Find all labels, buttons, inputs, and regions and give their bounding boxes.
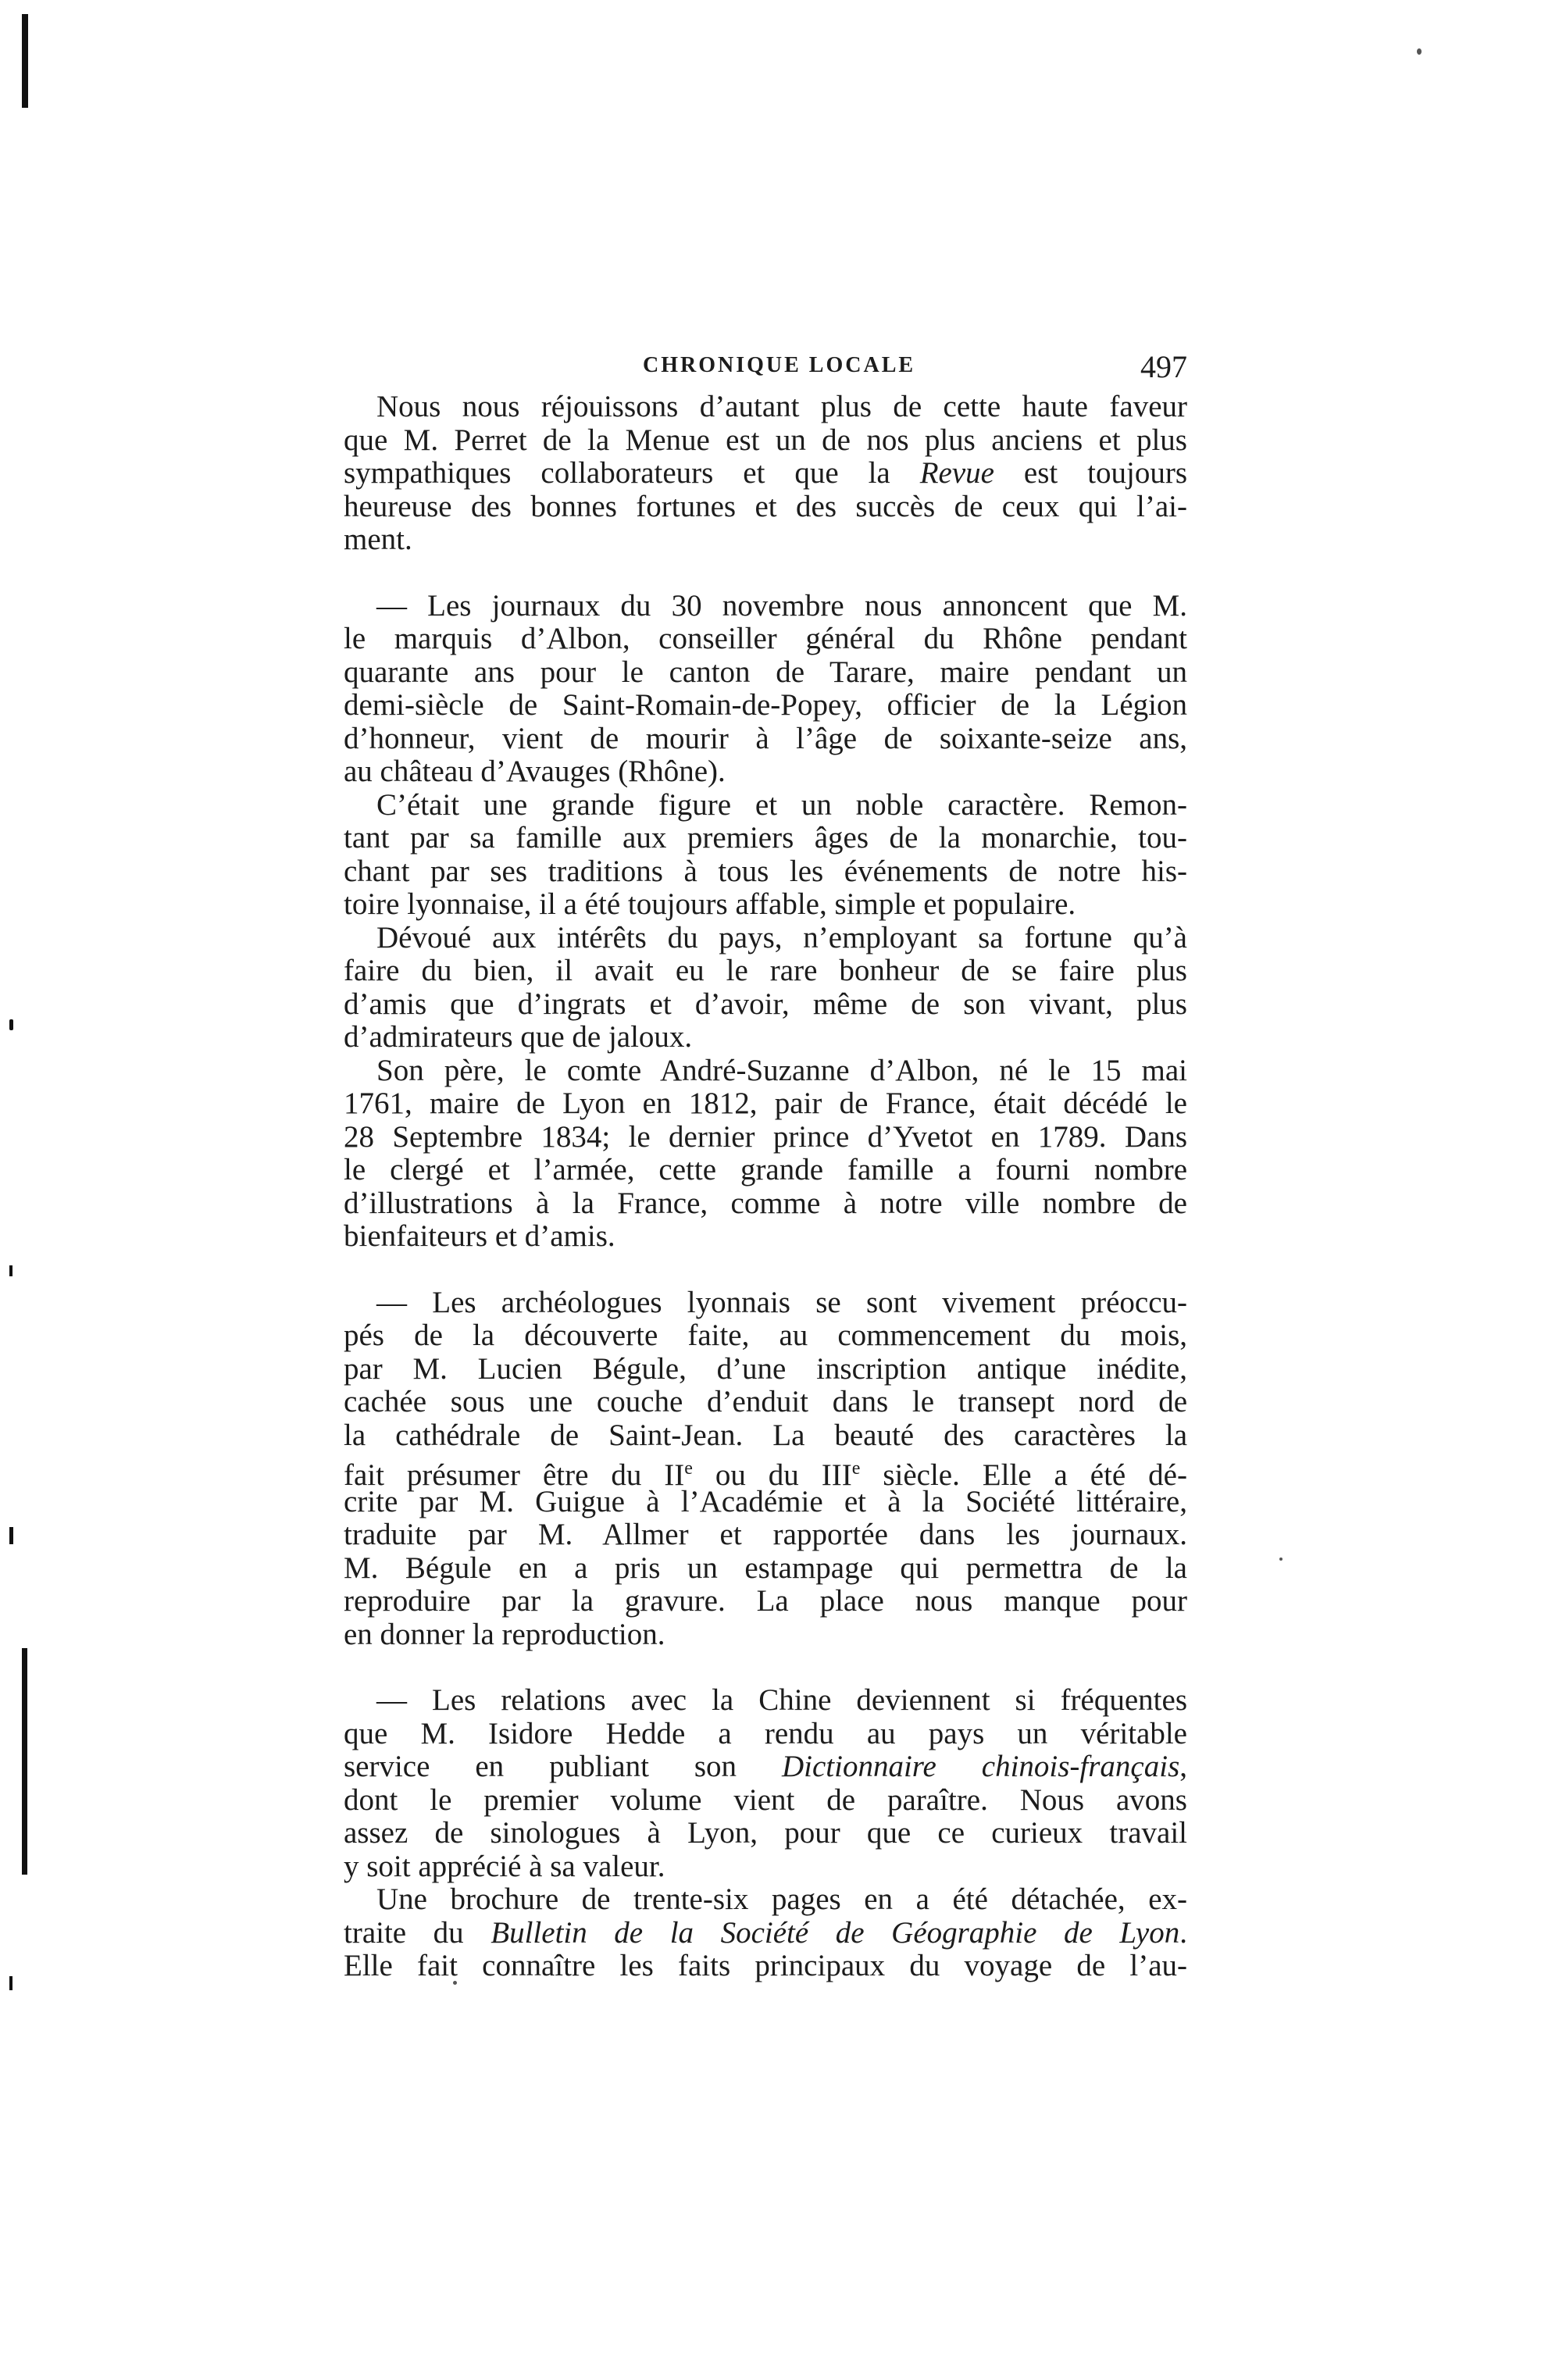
italic-title: Bulletin de la Société de Géographie de Lyon [491, 1915, 1180, 1950]
text-line: Son père, le comte André-Suzanne d’Albon, né le 15 mai [376, 1053, 1187, 1087]
running-head: CHRONIQUE LOCALE [643, 353, 916, 377]
text-line: quarante ans pour le canton de Tarare, maire pendant un [344, 655, 1187, 689]
paragraph [344, 1286, 1187, 1652]
paragraph [344, 391, 1187, 557]
body-text [344, 391, 1187, 1983]
text-line: assez de sinologues à Lyon, pour que ce curieux travail [344, 1816, 1187, 1850]
text-line: sympathiques collaborateurs et que la Revue est toujours [344, 456, 1187, 490]
text-line: la cathédrale de Saint-Jean. La beauté des caractères la [344, 1418, 1187, 1452]
paragraph [344, 1054, 1187, 1254]
text-line: bienfaiteurs et d’amis. [344, 1219, 615, 1253]
text-line: heureuse des bonnes fortunes et des succès de ceux qui l’ai- [344, 489, 1187, 523]
text-line: Elle fait connaître les faits principaux du voyage de l’au- [344, 1949, 1187, 1982]
text-line: par M. Lucien Bégule, d’une inscription antique inédite, [344, 1351, 1187, 1386]
text-line: cachée sous une couche d’enduit dans le transept nord de [344, 1385, 1187, 1418]
text-line: 1761, maire de Lyon en 1812, pair de France, était décédé le [344, 1087, 1187, 1120]
text-line: Une brochure de trente-six pages en a été détachée, ex- [376, 1882, 1187, 1916]
text-line: demi-siècle de Saint-Romain-de-Popey, officier de la Légion [344, 688, 1187, 722]
text-line: que M. Isidore Hedde a rendu au pays un véritable [344, 1716, 1187, 1750]
scan-speck [1279, 1558, 1283, 1561]
scan-edge-mark [9, 1527, 13, 1544]
scan-edge-mark [22, 1648, 27, 1875]
text-line: le clergé et l’armée, cette grande famille a fourni nombre [344, 1153, 1187, 1186]
text-line: crite par M. Guigue à l’Académie et à la Société littéraire, [344, 1484, 1187, 1518]
text-line: — Les archéologues lyonnais se sont vivement préoccu- [376, 1285, 1187, 1319]
page-header [344, 348, 1187, 387]
paragraph [344, 1684, 1187, 1883]
text-line: — Les journaux du 30 novembre nous annoncent que M. [376, 588, 1187, 623]
text-line: Nous nous réjouissons d’autant plus de cette haute faveur [376, 390, 1187, 423]
page-number: 497 [1140, 349, 1187, 384]
text-line: 28 Septembre 1834; le dernier prince d’Yvetot en 1789. Dans [344, 1119, 1187, 1154]
text-line: faire du bien, il avait eu le rare bonheur de se faire plus [344, 954, 1187, 987]
text-line: d’admirateurs que de jaloux. [344, 1020, 693, 1054]
text-line: d’illustrations à la France, comme à notre ville nombre de [344, 1186, 1187, 1220]
paragraph [344, 1883, 1187, 1983]
text-line: pés de la découverte faite, au commencement du mois, [344, 1318, 1187, 1352]
paragraph [344, 922, 1187, 1054]
text-line: traite du Bulletin de la Société de Géographie de Lyon. [344, 1915, 1187, 1950]
text-line: le marquis d’Albon, conseiller général du Rhône pendant [344, 622, 1187, 655]
text-line: C’était une grande figure et un noble caractère. Remon- [376, 787, 1187, 822]
text-line: que M. Perret de la Menue est un de nos plus anciens et plus [344, 423, 1187, 457]
paragraph [344, 590, 1187, 789]
scan-speck [1417, 48, 1422, 55]
text-line: en donner la reproduction. [344, 1617, 665, 1651]
text-line: service en publiant son Dictionnaire chinois-français, [344, 1750, 1188, 1783]
scan-edge-mark [9, 1265, 12, 1276]
text-line: dont le premier volume vient de paraître. Nous avons [344, 1782, 1187, 1817]
text-line: chant par ses traditions à tous les événements de notre his- [344, 854, 1187, 888]
text-line: fait présumer être du IIe ou du IIIe siècle. Elle a été dé- [344, 1458, 1187, 1492]
text-line: d’honneur, vient de mourir à l’âge de soixante-seize ans, [344, 721, 1187, 755]
italic-title: Revue [919, 456, 994, 490]
text-line: reproduire par la gravure. La place nous manque pour [344, 1584, 1187, 1618]
text-line: ment. [344, 523, 412, 556]
text-line: au château d’Avauges (Rhône). [344, 755, 726, 788]
text-line: d’amis que d’ingrats et d’avoir, même de son vivant, plus [344, 987, 1187, 1021]
text-line: toire lyonnaise, il a été toujours affable, simple et populaire. [344, 887, 1076, 921]
scan-edge-mark [9, 1019, 13, 1030]
text-line: Dévoué aux intérêts du pays, n’employant sa fortune qu’à [376, 920, 1187, 954]
text-line: tant par sa famille aux premiers âges de la monarchie, tou- [344, 821, 1187, 855]
paragraph [344, 789, 1187, 922]
text-line: y soit apprécié à sa valeur. [344, 1849, 665, 1883]
text-line: traduite par M. Allmer et rapportée dans les journaux. [344, 1518, 1187, 1551]
scan-edge-mark [22, 14, 28, 108]
text-line: M. Bégule en a pris un estampage qui permettra de la [344, 1550, 1187, 1585]
text-line: — Les relations avec la Chine deviennent si fréquentes [376, 1683, 1187, 1717]
italic-title: Dictionnaire chinois-français [781, 1750, 1180, 1783]
scan-edge-mark [9, 1976, 12, 1990]
